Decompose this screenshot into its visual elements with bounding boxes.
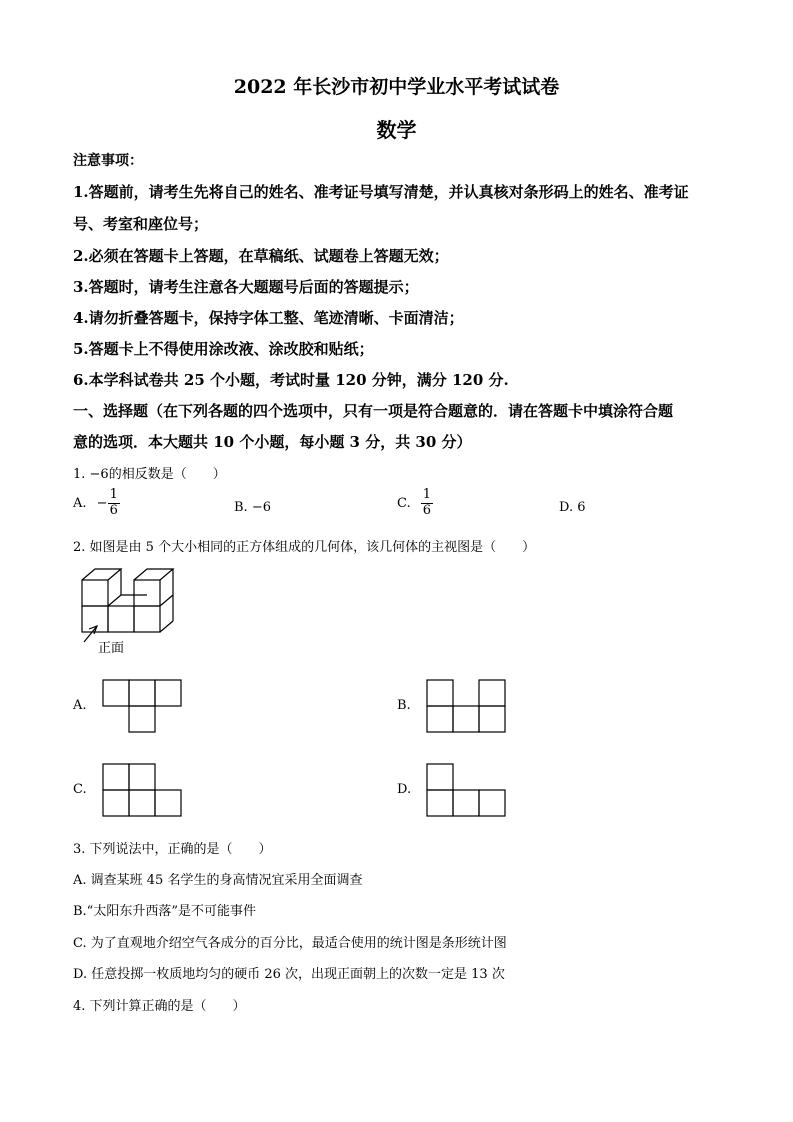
note-item: 2.必须在答题卡上答题，在草稿纸、试题卷上答题无效；	[73, 247, 449, 265]
question-2-stem: 2. 如图是由 5 个大小相同的正方体组成的几何体，该几何体的主视图是（ ）	[73, 540, 536, 555]
note-item: 4.请勿折叠答题卡，保持字体工整、笔迹清晰、卡面清洁；	[73, 309, 464, 327]
notes-heading: 注意事项：	[73, 153, 143, 169]
q3-option-c: C. 为了直观地介绍空气各成分的百分比，最适合使用的统计图是条形统计图	[73, 936, 507, 951]
note-item: 5.答题卡上不得使用涂改液、涂改胶和贴纸；	[73, 340, 374, 358]
question-3-stem: 3. 下列说法中，正确的是（ ）	[73, 842, 272, 857]
q2-option-d-label: D.	[397, 782, 412, 797]
q2-option-b-label: B.	[397, 698, 411, 713]
section-heading: 一、选择题（在下列各题的四个选项中，只有一项是符合题意的．请在答题卡中填涂符合题	[73, 402, 674, 420]
question-1-stem: 1. −6的相反数是（ ）	[73, 467, 226, 482]
q3-option-d: D. 任意投掷一枚质地均匀的硬币 26 次，出现正面朝上的次数一定是 13 次	[73, 967, 505, 982]
q1-option-b: B. −6	[234, 500, 271, 515]
section-heading-cont: 意的选项．本大题共 10 个小题，每小题 3 分，共 30 分）	[73, 433, 472, 451]
note-item: 1.答题前，请考生先将自己的姓名、准考证号填写清楚，并认真核对条形码上的姓名、准考证	[73, 183, 689, 201]
exam-title: 2022 年长沙市初中学业水平考试试卷	[233, 76, 560, 98]
subject-title: 数学	[376, 118, 417, 142]
note-item: 6.本学科试卷共 25 个小题，考试时量 120 分钟，满分 120 分.	[73, 371, 509, 389]
q1-option-d: D. 6	[559, 500, 586, 515]
q2-option-a-label: A.	[73, 698, 87, 713]
q2-option-c-label: C.	[73, 782, 87, 797]
q1-option-a: A. − $\frac{1}{6}$	[73, 487, 118, 518]
question-4-stem: 4. 下列计算正确的是（ ）	[73, 999, 246, 1014]
q1-option-c: C. $\frac{1}{6}$	[397, 487, 432, 518]
note-item: 3.答题时，请考生注意各大题题号后面的答题提示；	[73, 278, 419, 296]
note-item: 号、考室和座位号；	[73, 215, 209, 233]
q3-option-a: A. 调查某班 45 名学生的身高情况宜采用全面调查	[73, 873, 363, 888]
front-label: 正面	[98, 641, 125, 656]
q3-option-b: B.“太阳东升西落”是不可能事件	[73, 904, 256, 919]
